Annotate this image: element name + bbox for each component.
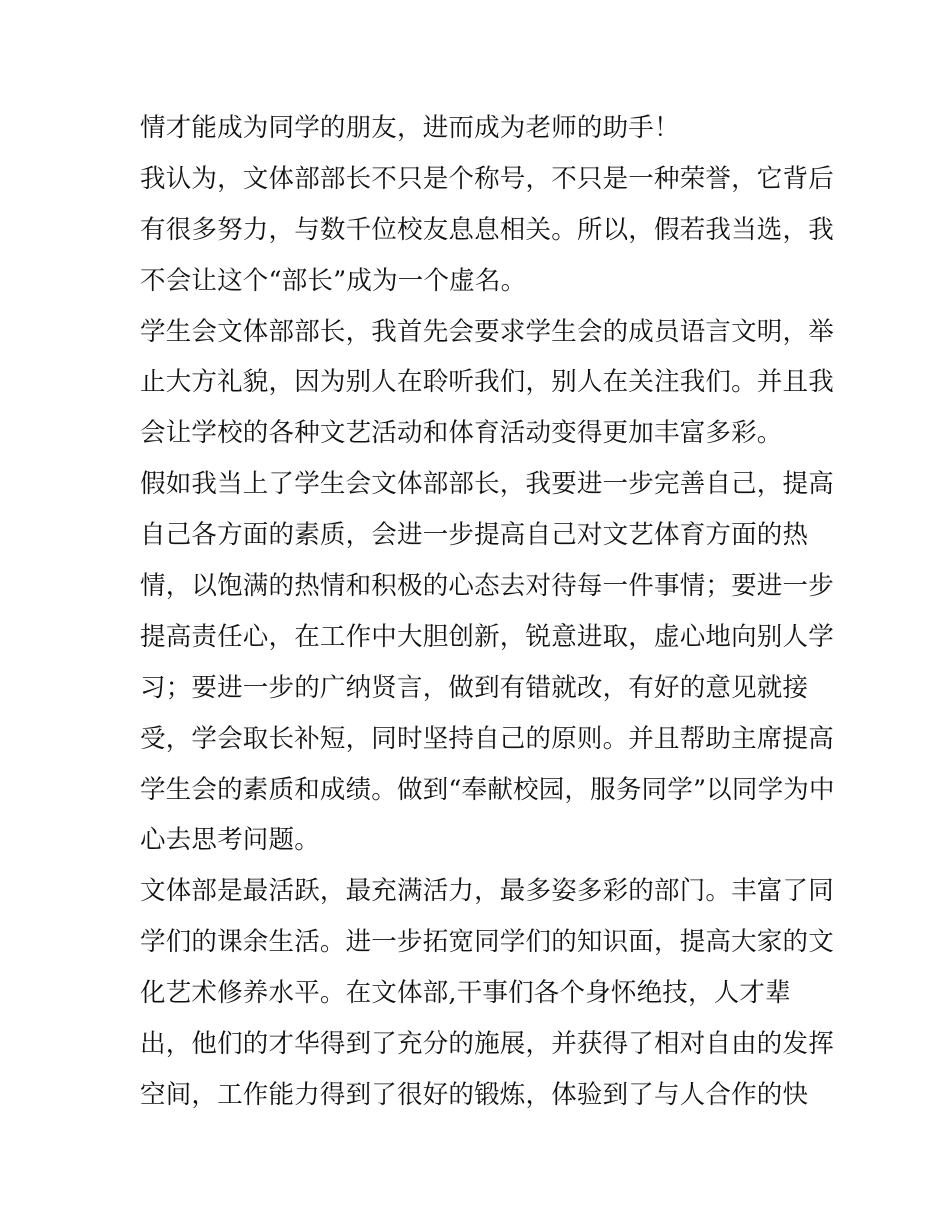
text-line: 有很多努力，与数千位校友息息相关。所以，假若我当选，我 — [140, 214, 834, 245]
text-line: 学们的课余生活。进一步拓宽同学们的知识面，提高大家的文 — [140, 927, 834, 958]
document-page — [140, 103, 835, 1121]
text-line: 止大方礼貌，因为别人在聆听我们，别人在关注我们。并且我 — [140, 367, 834, 398]
text-line: 学生会的素质和成绩。做到“奉献校园，服务同学”以同学为中 — [140, 774, 835, 805]
text-line: 空间，工作能力得到了很好的锻炼，体验到了与人合作的快 — [140, 1079, 809, 1110]
text-line: 受，学会取长补短，同时坚持自己的原则。并且帮助主席提高 — [140, 723, 834, 754]
text-line: 学生会文体部部长，我首先会要求学生会的成员语言文明，举 — [140, 316, 834, 347]
text-line: 化艺术修养水平。在文体部,干事们各个身怀绝技，人才辈 — [140, 978, 791, 1009]
text-line: 会让学校的各种文艺活动和体育活动变得更加丰富多彩。 — [140, 418, 783, 449]
text-line: 文体部是最活跃，最充满活力，最多姿多彩的部门。丰富了同 — [140, 876, 834, 907]
text-line: 自己各方面的素质，会进一步提高自己对文艺体育方面的热 — [140, 520, 809, 551]
text-line: 出，他们的才华得到了充分的施展，并获得了相对自由的发挥 — [140, 1029, 834, 1060]
text-line: 习；要进一步的广纳贤言，做到有错就改，有好的意见就接 — [140, 672, 809, 703]
text-line: 提高责任心，在工作中大胆创新，锐意进取，虚心地向别人学 — [140, 621, 834, 652]
text-line: 情才能成为同学的朋友，进而成为老师的助手！ — [140, 113, 680, 143]
text-line: 情，以饱满的热情和积极的心态去对待每一件事情；要进一步 — [140, 571, 834, 602]
text-line: 心去思考问题。 — [140, 825, 320, 856]
text-line: 我认为，文体部部长不只是个称号，不只是一种荣誉，它背后 — [140, 163, 834, 194]
text-line: 不会让这个“部长”成为一个虚名。 — [140, 265, 527, 296]
text-line: 假如我当上了学生会文体部部长，我要进一步完善自己，提高 — [140, 469, 834, 500]
